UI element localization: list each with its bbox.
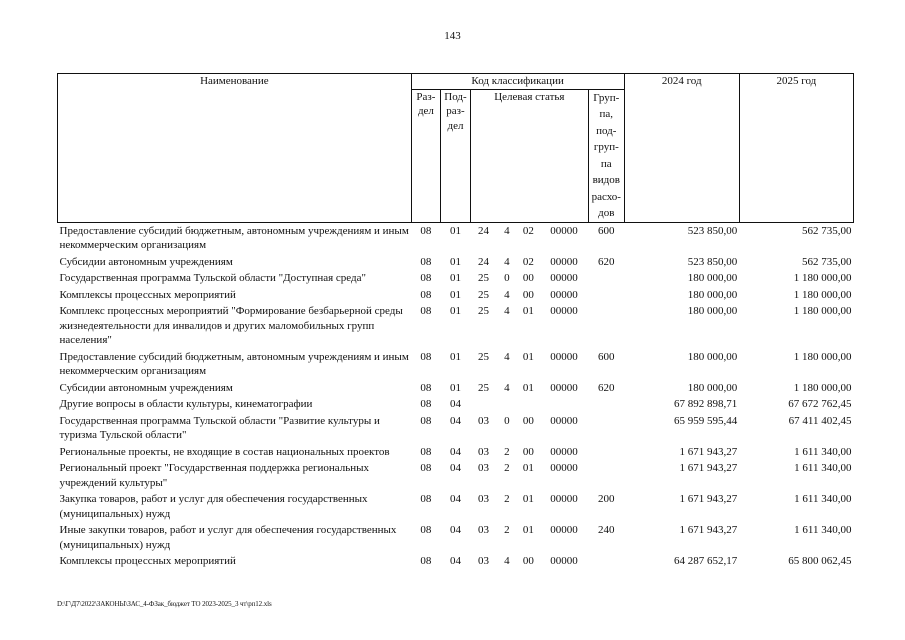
row-expense-group (588, 553, 624, 570)
row-expense-group (588, 270, 624, 287)
row-name: Другие вопросы в области культуры, кинематографии (59, 398, 313, 410)
header-group: Груп- па, под- груп- па видов расхо- дов (588, 89, 624, 222)
row-name: Государственная программа Тульской области "Развитие культуры и туризма Тульской области" (59, 414, 380, 441)
row-expense-group: 200 (598, 493, 615, 505)
row-target-event: 00 (522, 555, 534, 567)
row-razdel: 08 (420, 288, 432, 301)
row-name: Комплексы процессных мероприятий (59, 288, 236, 301)
row-name: Иные закупки товаров, работ и услуг для обеспечения государственных (муниципальных) нужд (59, 524, 397, 551)
row-amount-2025: 1 180 000,00 (793, 272, 852, 284)
row-amount-2025: 562 735,00 (802, 224, 852, 237)
row-target-type: 4 (504, 305, 510, 317)
row-target-program: 03 (477, 555, 489, 567)
table-row (58, 270, 854, 287)
row-expense-group: 240 (598, 524, 615, 536)
row-target-direction: 00000 (550, 445, 578, 458)
row-target-type: 4 (504, 224, 510, 237)
row-target-event: 01 (522, 381, 534, 394)
row-name: Предоставление субсидий бюджетным, автономным учреждениям и иным некоммерческим организациям (59, 350, 409, 377)
row-target-type: 4 (504, 555, 510, 567)
row-target-type: 0 (504, 272, 510, 284)
row-target-type: 4 (504, 255, 510, 268)
row-target-event: 00 (522, 288, 534, 301)
row-target-program: 24 (477, 224, 489, 237)
row-target-event: 01 (522, 305, 534, 317)
table-row (58, 303, 854, 349)
row-razdel: 08 (420, 493, 432, 505)
header-year-2024: 2024 год (624, 74, 739, 223)
file-path-footer: D:\Г\Д7\2022\ЗАКОНЫ\ЗАС_4-ФЗак_бюджет ТО 2023-2025_3 чт\рп12.xls (57, 600, 272, 608)
table-row (58, 380, 854, 397)
header-podrazdel: Под- раз- дел (441, 89, 471, 222)
row-amount-2024: 1 671 943,27 (679, 524, 738, 536)
table-row (58, 553, 854, 570)
row-target-event: 01 (522, 493, 534, 505)
row-target-event: 02 (522, 224, 534, 237)
row-target-direction: 00000 (550, 350, 578, 363)
row-target-direction: 00000 (550, 305, 578, 317)
row-amount-2025: 562 735,00 (802, 255, 852, 268)
row-expense-group (588, 444, 624, 461)
header-year-2025: 2025 год (739, 74, 853, 223)
row-target-program: 25 (477, 305, 489, 317)
row-target-direction: 00000 (550, 462, 578, 474)
row-name: Комплексы процессных мероприятий (59, 555, 236, 567)
row-amount-2024: 180 000,00 (687, 350, 738, 363)
row-amount-2024: 180 000,00 (687, 288, 738, 301)
row-podrazdel: 04 (449, 524, 461, 536)
row-target-direction: 00000 (550, 255, 578, 268)
row-amount-2025: 1 611 340,00 (794, 524, 852, 536)
row-podrazdel: 04 (449, 462, 461, 474)
row-target-event: 01 (522, 462, 534, 474)
row-target-type: 2 (504, 524, 510, 536)
row-amount-2025: 65 800 062,45 (788, 555, 852, 567)
page-number: 143 (444, 30, 461, 42)
row-target-event: 00 (522, 445, 534, 458)
row-target-direction: 00000 (550, 414, 578, 427)
row-target-event: 00 (522, 414, 534, 427)
budget-table (57, 73, 854, 570)
row-amount-2024: 523 850,00 (687, 224, 738, 237)
row-name: Закупка товаров, работ и услуг для обеспечения государственных (муниципальных) нужд (59, 493, 368, 520)
row-amount-2024: 64 287 652,17 (674, 555, 738, 567)
row-razdel: 08 (420, 224, 432, 237)
table-row (58, 522, 854, 553)
row-target-type: 4 (504, 288, 510, 301)
row-razdel: 08 (420, 414, 432, 427)
row-name: Региональный проект "Государственная поддержка региональных учреждений культуры" (59, 462, 370, 489)
table-row (58, 396, 854, 413)
table-row (58, 460, 854, 491)
row-expense-group: 600 (598, 224, 615, 237)
table-row (58, 222, 854, 254)
row-amount-2024: 180 000,00 (687, 305, 738, 317)
row-target-program: 24 (477, 255, 489, 268)
row-razdel: 08 (420, 350, 432, 363)
row-podrazdel: 01 (449, 288, 461, 301)
row-target-direction: 00000 (550, 272, 578, 284)
row-podrazdel: 01 (449, 350, 461, 363)
row-expense-group: 620 (598, 255, 615, 268)
row-amount-2025: 1 611 340,00 (794, 445, 852, 458)
row-target-program: 03 (477, 414, 489, 427)
row-target-type (497, 396, 517, 413)
table-row (58, 349, 854, 380)
row-target-direction: 00000 (550, 381, 578, 394)
row-razdel: 08 (420, 305, 432, 317)
row-razdel: 08 (420, 462, 432, 474)
table-row (58, 287, 854, 304)
header-razdel: Раз- дел (411, 89, 441, 222)
row-amount-2024: 1 671 943,27 (679, 493, 738, 505)
row-expense-group: 620 (598, 381, 615, 394)
row-razdel: 08 (420, 524, 432, 536)
row-podrazdel: 04 (449, 493, 461, 505)
row-amount-2025: 1 611 340,00 (794, 493, 852, 505)
row-amount-2025: 1 611 340,00 (794, 462, 852, 474)
row-target-program (470, 396, 496, 413)
row-target-type: 4 (504, 350, 510, 363)
row-target-type: 2 (504, 445, 510, 458)
row-name: Субсидии автономным учреждениям (59, 381, 233, 394)
row-amount-2025: 1 180 000,00 (793, 350, 852, 363)
row-amount-2024: 1 671 943,27 (679, 445, 738, 458)
row-expense-group (588, 396, 624, 413)
row-amount-2025: 1 180 000,00 (793, 305, 852, 317)
row-target-program: 03 (477, 493, 489, 505)
row-amount-2024: 65 959 595,44 (674, 414, 738, 427)
row-podrazdel: 01 (449, 224, 461, 237)
row-podrazdel: 04 (449, 414, 461, 427)
row-podrazdel: 01 (449, 255, 461, 268)
row-target-direction: 00000 (550, 524, 578, 536)
row-name: Субсидии автономным учреждениям (59, 255, 233, 268)
row-name: Предоставление субсидий бюджетным, автономным учреждениям и иным некоммерческим организациям (59, 224, 409, 251)
row-target-program: 03 (477, 445, 489, 458)
row-razdel: 08 (420, 255, 432, 268)
row-target-event: 01 (522, 350, 534, 363)
row-target-type: 2 (504, 462, 510, 474)
row-target-type: 2 (504, 493, 510, 505)
row-expense-group: 600 (598, 350, 615, 363)
row-expense-group (588, 413, 624, 444)
row-name: Государственная программа Тульской области "Доступная среда" (59, 272, 367, 284)
header-name: Наименование (58, 74, 412, 223)
header-classification: Код классификации (411, 74, 624, 90)
row-amount-2024: 67 892 898,71 (674, 398, 738, 410)
row-podrazdel: 01 (449, 381, 461, 394)
table-row (58, 491, 854, 522)
row-target-direction: 00000 (550, 288, 578, 301)
row-target-type: 0 (504, 414, 510, 427)
row-target-event: 01 (522, 524, 534, 536)
row-target-program: 25 (477, 350, 489, 363)
table-row (58, 444, 854, 461)
row-razdel: 08 (420, 381, 432, 394)
row-amount-2025: 67 672 762,45 (788, 398, 852, 410)
row-amount-2024: 523 850,00 (687, 255, 738, 268)
row-name: Региональные проекты, не входящие в состав национальных проектов (59, 445, 390, 458)
row-amount-2024: 180 000,00 (687, 272, 738, 284)
row-podrazdel: 04 (449, 445, 461, 458)
row-razdel: 08 (420, 398, 432, 410)
row-target-direction: 00000 (550, 555, 578, 567)
header-target-article: Целевая статья (470, 89, 588, 222)
row-expense-group (588, 460, 624, 491)
row-target-direction: 00000 (550, 224, 578, 237)
row-target-program: 25 (477, 288, 489, 301)
row-amount-2025: 1 180 000,00 (793, 288, 852, 301)
row-amount-2024: 180 000,00 (687, 381, 738, 394)
row-expense-group (588, 287, 624, 304)
row-target-program: 03 (477, 524, 489, 536)
row-target-program: 03 (477, 462, 489, 474)
row-amount-2024: 1 671 943,27 (679, 462, 738, 474)
table-row (58, 413, 854, 444)
row-target-type: 4 (504, 381, 510, 394)
row-razdel: 08 (420, 272, 432, 284)
row-razdel: 08 (420, 445, 432, 458)
row-target-direction (540, 396, 589, 413)
row-target-event: 00 (522, 272, 534, 284)
row-target-program: 25 (477, 381, 489, 394)
row-target-program: 25 (477, 272, 489, 284)
row-target-event (517, 396, 539, 413)
row-podrazdel: 01 (449, 272, 461, 284)
row-amount-2025: 67 411 402,45 (788, 414, 852, 427)
row-podrazdel: 04 (449, 555, 461, 567)
row-expense-group (588, 303, 624, 349)
row-name: Комплекс процессных мероприятий "Формирование безбарьерной среды жизнедеятельности для инвалидов и других маломобильных групп населения" (59, 305, 403, 346)
row-podrazdel: 01 (449, 305, 461, 317)
row-podrazdel: 04 (449, 398, 461, 410)
row-razdel: 08 (420, 555, 432, 567)
table-row (58, 254, 854, 271)
row-target-event: 02 (522, 255, 534, 268)
row-target-direction: 00000 (550, 493, 578, 505)
row-amount-2025: 1 180 000,00 (793, 381, 852, 394)
